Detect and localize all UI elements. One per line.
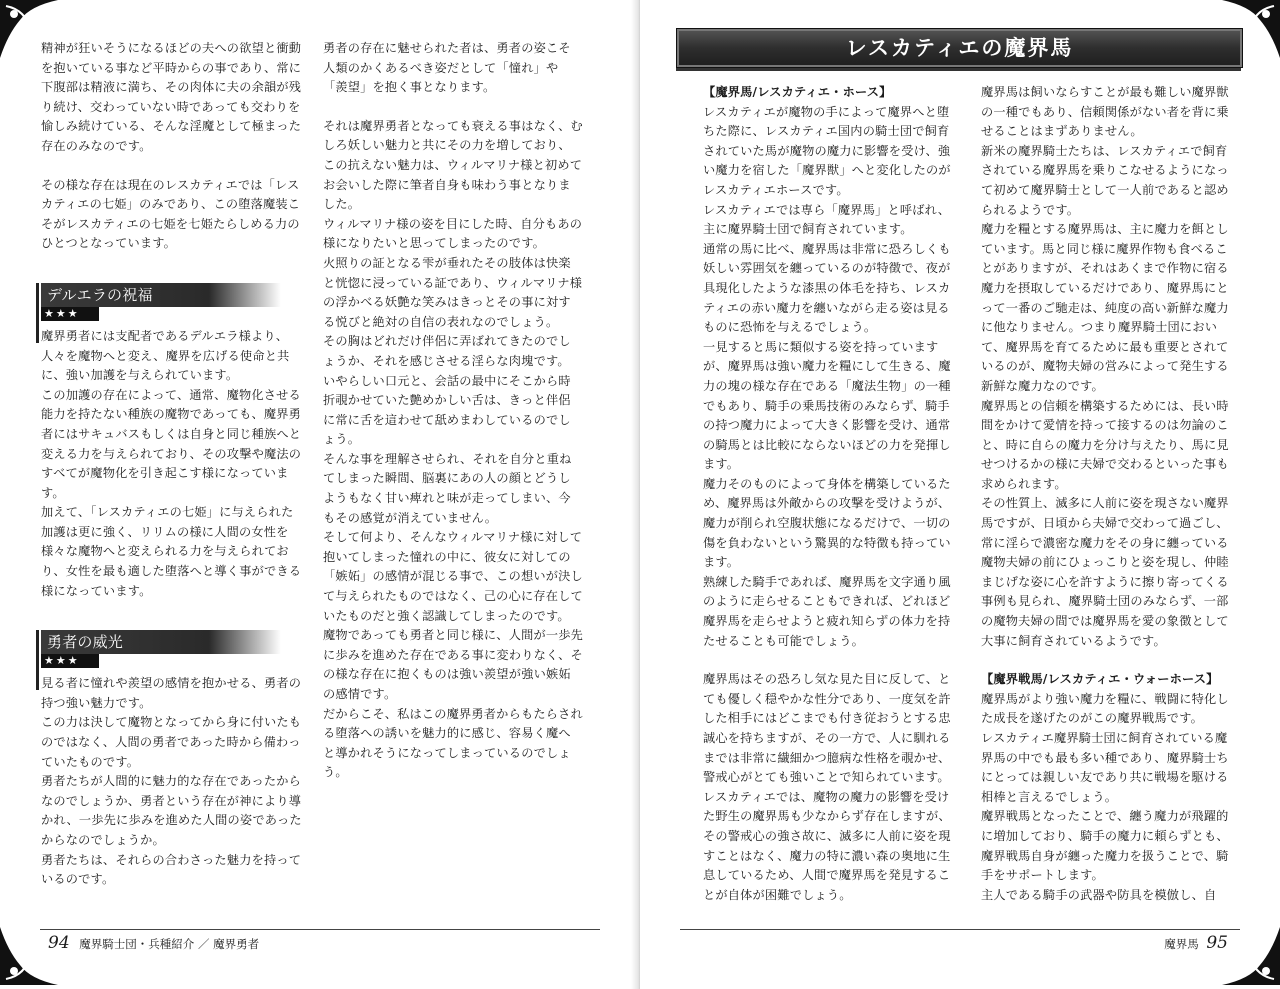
paragraph: 通常の馬に比べ、魔界馬は非常に恐ろしくも妖しい雰囲気を纏っているのが特徴で、夜が具現化したような漆黒の体毛を持ち、レスカティエの赤い魔力を纏いながら走る姿は見るものに恐怖を与えるでしょう。 — [703, 241, 951, 335]
paragraph: 魔界馬との信頼を構築するためには、長い時間をかけて愛情を持って接するのは勿論のこと、時に自らの魔力を分け与えたり、馬に見せつけるかの様に夫婦で交わるといった事も求められます。 — [981, 398, 1229, 491]
paragraph: 一見すると馬に類似する姿を持っていますが、魔界馬は強い魔力を糧にして生きる、魔力の塊の様な存在である「魔法生物」の一種でもあり、騎手の乗馬技術のみならず、騎手の持つ魔力によって大きく影響を受け、通常の騎馬とは比較にならないほどの力を発揮します。 — [703, 339, 951, 472]
paragraph: 勇者たちが人間的に魅力的な存在であったからなのでしょうか、勇者という存在が神により導かれ、一歩先に歩みを進めた人間の姿であったからなのでしょうか。 — [41, 774, 302, 847]
paragraph: だからこそ、私はこの魔界勇者からもたらされる堕落への誘いを魅力的に感じ、容易く魔へと導かれそうになってしまっているのでしょう。 — [323, 706, 583, 780]
page-number: 95 — [1206, 933, 1228, 953]
paragraph: 精神が狂いそうになるほどの夫への欲望と衝動を抱いている事など平時からの事であり、常に下腹部は精液に満ち、その肉体に夫の余韻が残り続け、交わっていない時であっても交わりを愉しみ続けている、そんな淫魔として極まった存在のみなのです。 — [41, 41, 302, 153]
paragraph: そんな事を理解させられ、それを自分と重ねてしまった瞬間、脳裏にあの人の顔とどうしようもなく甘い痺れと味が走ってしまい、今もその感覚が消えていません。 — [323, 451, 572, 525]
paragraph: レスカティエでは、魔物の魔力の影響を受けた野生の魔界馬も少なからず存在しますが、その警戒心の強さ故に、滅多に人前に姿を現すことはなく、魔力の特に濃い森の奥地に生息しているため、人間で魔界馬を発見することが自体が困難でしょう。 — [703, 789, 951, 902]
right-column-2 — [981, 83, 1239, 905]
corner-ornament-icon — [1220, 925, 1280, 985]
left-column-1 — [41, 39, 303, 890]
right-column-1 — [703, 83, 958, 905]
paragraph: 加えて、「レスカティエの七姫」に与えられた加護は更に強く、リリムの様に人間の女性を様々な魔物へと変えられる力を与えられており、女性を最も適した堕落へと導く事ができる様になっています。 — [41, 505, 302, 598]
paragraph: 魔物であっても勇者と同じ様に、人間が一歩先に歩みを進めた存在である事に変わりなく、その様な存在に抱くものは強い羨望が強い嫉妬の感情です。 — [323, 628, 584, 701]
paragraph: 主人である騎手の武器や防具を模倣し、自 — [981, 887, 1217, 902]
paragraph: 魔界馬はその恐ろし気な見た目に反して、とても優しく穏やかな性分であり、一度気を許した相手にはどこまでも付き従おうとする忠誠心を持ちますが、その一方で、人に馴れるまでは非常に繊細かつ臆病な性格を覗かせ、警戒心がとても強いことで知られています。 — [703, 672, 951, 785]
paragraph: 魔界馬がより強い魔力を糧に、戦闘に特化した成長を遂げたのがこの魔界戦馬です。 — [981, 691, 1229, 726]
paragraph: その様な存在は現在のレスカティエでは「レスカティエの七姫」のみであり、この堕落魔装こそがレスカティエの七姫を七姫たらしめる力のひとつとなっています。 — [41, 177, 301, 251]
star-rating: ★★★ — [41, 307, 99, 321]
page-number: 94 — [48, 933, 70, 953]
paragraph: 勇者の存在に魅せられた者は、勇者の姿こそ人類のかくあるべき姿だとして「憧れ」や「羨望」を抱く事となります。 — [323, 41, 571, 95]
page-footer — [1164, 933, 1228, 953]
paragraph: そして何より、そんなウィルマリナ様に対して抱いてしまった憧れの中に、彼女に対しての「嫉妬」の感情が混じる事で、この想いが決して与えられたものではなく、己の心に存在していたものだと強く認識してしまったのです。 — [323, 530, 583, 623]
paragraph: 魔界勇者には支配者であるデルエラ様より、人々を魔物へと変え、魔界を広げる使命と共に、強い加護を与えられています。 — [41, 328, 290, 383]
paragraph: 新米の魔界騎士たちは、レスカティエで飼育されている魔界馬を乗りこなせるようになって初めて魔界騎士として一人前であると認められるようです。 — [981, 143, 1229, 217]
paragraph: 火照りの証となる雫が垂れたその肢体は快楽と恍惚に浸っている証であり、ウィルマリナ様の浮かべる妖艶な笑みはきっとその事に対する悦びと絶対の自信の表れなのでしょう。 — [323, 255, 583, 329]
section-heading: デルエラの祝福 — [41, 283, 281, 307]
paragraph: 魔界馬は飼いならすことが最も難しい魔界獣の一種でもあり、信頼関係がない者を背に乗せることはまずありません。 — [981, 85, 1229, 139]
paragraph: 魔力そのものによって身体を構築しているため、魔界馬は外敵からの攻撃を受けようが、魔力が削られ空腹状態になるだけで、一切の傷を負わないという驚異的な特徴も持っています。 — [703, 476, 951, 570]
title-divider — [676, 68, 1241, 71]
paragraph: 勇者たちは、それらの合わさった魅力を持っているのです。 — [41, 852, 302, 887]
paragraph: この加護の存在によって、通常、魔物化させる能力を持たない種族の魔物であっても、魔界勇者にはサキュバスもしくは自身と同じ種族へと変える力を与えられており、その攻撃や魔法のすべてが魔物化を引き起こす様になっています。 — [41, 387, 302, 500]
footer-text: 魔界騎士団・兵種紹介 ／ 魔界勇者 — [79, 937, 260, 951]
paragraph: ウィルマリナ様の姿を目にした時、自分もあの様になりたいと思ってしまったのです。 — [323, 216, 583, 251]
paragraph: 見る者に憧れや羨望の感情を抱かせる、勇者の持つ強い魅力です。 — [41, 676, 302, 710]
paragraph: その性質上、滅多に人前に姿を現さない魔界馬ですが、日頃から夫婦で交わって過ごし、常に淫らで濃密な魔力をその身に纏っている魔物夫婦の前にひょっこりと姿を現し、仲睦まじげな姿に心を許すように擦り寄ってくる事例も見られ、魔界騎士団のみならず、一部の魔物夫婦の間では魔界馬を愛の象徴として大事に飼育されているようです。 — [981, 496, 1229, 648]
footer-divider — [40, 929, 600, 930]
page-footer — [48, 933, 259, 953]
paragraph: それは魔界勇者となっても衰える事はなく、むしろ妖しい魅力と共にその力を増しており、この抗えない魅力は、ウィルマリナ様と初めてお会いした際に筆者自身も味わう事となりました。 — [323, 118, 583, 212]
section-heading: 勇者の威光 — [41, 630, 281, 654]
paragraph: 魔界戦馬となったことで、纏う魔力が飛躍的に増加しており、騎手の魔力に頼らずとも、魔界戦馬自身が纏った魔力を扱うことで、騎手をサポートします。 — [981, 809, 1229, 883]
paragraph: この力は決して魔物となってから身に付いたものではなく、人間の勇者であった時から備わっていたものです。 — [41, 715, 302, 769]
paragraph: その胸はどれだけ伴侶に弄ばれてきたのでしょうか、それを感じさせる淫らな肉塊です。 — [323, 334, 571, 368]
chapter-title: レスカティエの魔界馬 — [845, 35, 1074, 60]
paragraph: レスカティエ魔界騎士団に飼育されている魔界馬の中でも最も多い種であり、魔界騎士ちにとっては親しい友であり共に戦場を駆ける相棒と言えるでしょう。 — [981, 731, 1229, 804]
paragraph: 熟練した騎手であれば、魔界馬を文字通り風のように走らせることもできれば、どれほど魔界馬を走らせようと疲れ知らずの体力を持たせることも可能でしょう。 — [703, 574, 951, 648]
chapter-title-bar — [676, 28, 1243, 68]
footer-divider — [680, 929, 1240, 930]
subsection-heading: 【魔界馬/レスカティエ・ホース】 — [703, 85, 892, 99]
footer-text: 魔界馬 — [1164, 937, 1199, 951]
paragraph: レスカティエでは専ら「魔界馬」と呼ばれ、主に魔界騎士団で飼育されています。 — [703, 202, 951, 237]
paragraph: いやらしい口元と、会話の最中にそこから時折覗かせていた艶めかしい舌は、きっと伴侶に常に舌を這わせて舐めまわしているのでしょう。 — [323, 373, 571, 447]
star-rating: ★★★ — [41, 654, 99, 668]
subsection-heading: 【魔界戦馬/レスカティエ・ウォーホース】 — [981, 672, 1219, 687]
paragraph: 魔力を糧とする魔界馬は、主に魔力を餌としています。馬と同じ様に魔界作物も食べることがありますが、それはあくまで作物に宿る魔力を摂取しているだけであり、魔界馬にとって一番のご馳走は、純度の高い新鮮な魔力に他なりません。つまり魔界騎士団において、魔界馬を育てるために最も重要とされているのが、魔物夫婦の営みによって発生する新鮮な魔力なのです。 — [981, 222, 1229, 393]
paragraph: レスカティエが魔物の手によって魔界へと堕ちた際に、レスカティエ国内の騎士団で飼育されていた馬が魔物の魔力に影響を受け、強い魔力を宿した「魔界獣」へと変化したのがレスカティエホースです。 — [703, 104, 951, 197]
left-column-2 — [323, 39, 583, 783]
